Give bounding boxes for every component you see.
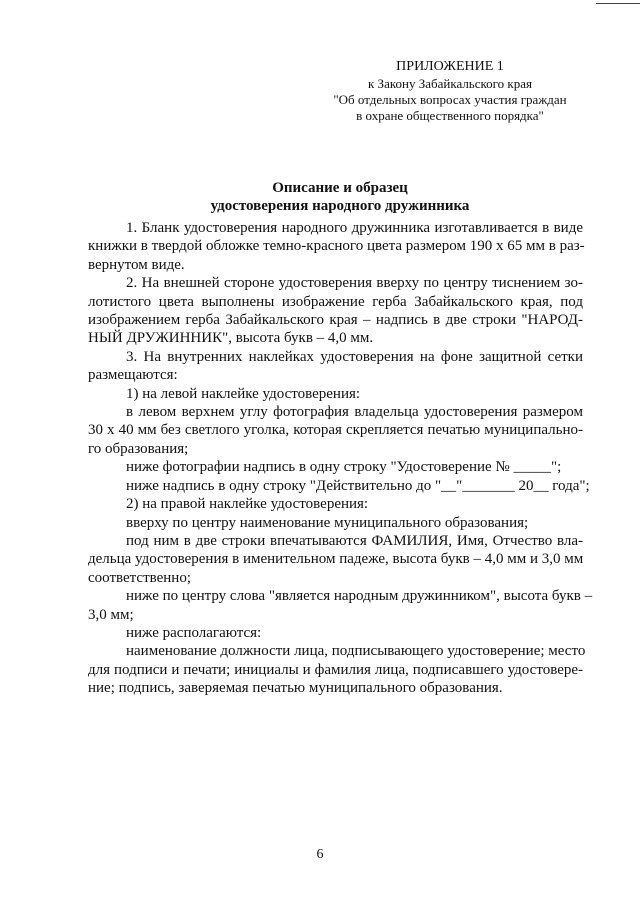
body-line: изображением герба Забайкальского края – надпись в две строки "НАРОД- [88, 312, 583, 329]
body-line: го образования; [88, 440, 189, 457]
page-number: 6 [316, 847, 324, 862]
title-line-2: удостоверения народного дружинника [210, 198, 470, 214]
body-line: ние; подпись, заверяемая печатью муниципального образования. [88, 680, 503, 697]
body-line: размещаются: [88, 367, 178, 384]
body-line: 1) на левой наклейке удостоверения: [126, 385, 361, 402]
appendix-line-2: "Об отдельных вопросах участия граждан [333, 92, 567, 107]
body-line: 1. Бланк удостоверения народного дружинника изготавливается в виде [126, 220, 583, 236]
body-line: 2) на правой наклейке удостоверения: [126, 496, 369, 513]
body-line: 3. На внутренних наклейках удостоверения на фоне защитной сетки [126, 348, 583, 365]
body-line: соответственно; [88, 569, 191, 586]
body-line: под ним в две строки впечатываются ФАМИЛИЯ, Имя, Отчество вла- [126, 532, 583, 549]
body-line: в левом верхнем углу фотография владельца удостоверения размером [126, 404, 583, 421]
body-line: книжки в твердой обложке темно-красного цвета размером 190 х 65 мм в раз- [88, 238, 585, 255]
body-line: ниже по центру слова "является народным дружинником", высота букв – [126, 588, 593, 605]
body-line: вверху по центру наименование муниципального образования; [126, 514, 529, 531]
appendix-header [300, 58, 600, 124]
appendix-line-1: к Закону Забайкальского края [367, 76, 532, 91]
body-line: для подписи и печати; инициалы и фамилия лица, подписавшего удостовере- [88, 661, 583, 678]
body-line: наименование должности лица, подписывающего удостоверение; место [126, 643, 586, 660]
body-line: НЫЙ ДРУЖИННИК", высота букв – 4,0 мм. [88, 330, 374, 347]
body-line: дельца удостоверения в именительном падеже, высота букв – 4,0 мм и 3,0 мм [88, 551, 584, 568]
body-line: 30 х 40 мм без светлого уголка, которая скрепляется печатью муниципально- [88, 422, 583, 439]
body-line: ниже надпись в одну строку "Действительно до "__"_______ 20__ года"; [126, 477, 590, 494]
appendix-title: ПРИЛОЖЕНИЕ 1 [396, 59, 504, 74]
title-line-1: Описание и образец [272, 180, 408, 196]
document-body [88, 219, 593, 698]
appendix-line-3: в охране общественного порядка" [356, 108, 544, 123]
body-line: ниже располагаются: [126, 624, 262, 641]
corner-mark [596, 3, 640, 4]
body-line: 3,0 мм; [88, 606, 134, 623]
body-line: лотистого цвета выполнены изображение герба Забайкальского края, под [88, 293, 583, 310]
document-title [80, 179, 600, 215]
body-line: вернутом виде. [88, 256, 185, 273]
body-line: ниже фотографии надпись в одну строку "Удостоверение № _____"; [126, 459, 562, 476]
body-line: 2. На внешней стороне удостоверения вверху по центру тиснением зо- [126, 275, 583, 292]
